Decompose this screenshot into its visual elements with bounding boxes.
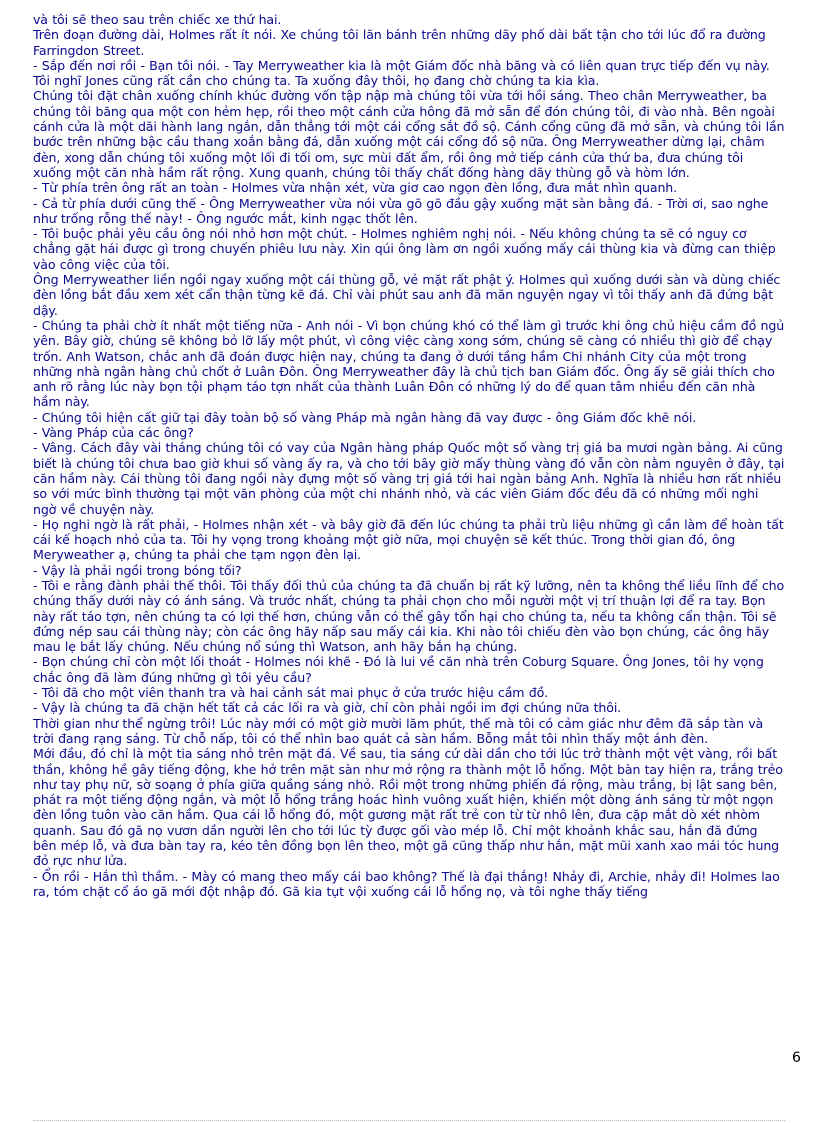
paragraph-17: - Tôi đã cho một viên thanh tra và hai cảnh sát mai phục ở cửa trước hiệu cầm đồ.	[33, 685, 548, 701]
paragraph-1: và tôi sẽ theo sau trên chiếc xe thứ hai.	[33, 12, 282, 27]
paragraph-9: - Chúng ta phải chờ ít nhất một tiếng nữa - Anh nói - Vì bọn chúng khó có thể làm gì trước khi ông chủ hiệu cầm đồ ngủ yên. Bây giờ, chúng sẽ không bỏ lỡ lấy một phút, vì công việc càng xong sớm, chúng sẽ càng có nhiều thì giờ để chạy trốn. Anh Watson, chắc anh đã đoán được hiện nay, chúng ta đang ở dưới tầng hầm Chi nhánh City của một trong những nhà ngân hàng chủ chốt ở Luân Đôn. Ông Merryweather đây là chủ tịch ban Giám đốc. Ông ấy sẽ giải thích cho anh rõ rằng lúc này bọn tội phạm táo tợn nhất của thành Luân Đôn có những lý do để quan tâm nhiều đến căn nhà hầm này.	[33, 317, 785, 410]
paragraph-5: - Từ phía trên ông rất an toàn - Holmes vừa nhận xét, vừa giơ cao ngọn đèn lồng, đưa mắt nhìn quanh.	[33, 180, 677, 196]
paragraph-3: - Sắp đến nơi rồi - Bạn tôi nói. - Tay Merryweather kia là một Giám đốc nhà băng và có liên quan trực tiếp đến vụ này. Tôi nghĩ Jones cũng rất cần cho chúng ta. Ta xuống đây thôi, họ đang chờ chúng ta kia kìa.	[33, 57, 770, 89]
paragraph-11: - Vàng Pháp của các ông?	[33, 425, 194, 441]
body-text	[33, 12, 785, 899]
paragraph-16: - Bọn chúng chỉ còn một lối thoát - Holmes nói khẽ - Đó là lui về căn nhà trên Coburg Square. Ông Jones, tôi hy vọng chắc ông đã làm đúng những gì tôi yêu cầu?	[33, 654, 764, 685]
paragraph-4: Chúng tôi đặt chân xuống chính khúc đường vốn tập nập mà chúng tôi vừa tới hồi sáng. Theo chân Merryweather, ba chúng tôi băng qua một con hẻm hẹp, rồi theo một cánh cửa hông đã mở sẵn để đón chúng tôi, đi vào nhà. Bên ngoài cánh cửa là một dãi hành lang ngắn, dẫn thẳng tới một cái cổng sắt đồ sộ. Cánh cổng cũng đã mở sẵn, và chúng tôi lần bước trên những bậc cầu thang xoắn bằng đá, dẫn xuống một cái cổng đồ sộ nữa. Ông Merryweather dừng lại, châm đèn, xong dẫn chúng tôi xuống một lối đi tối om, sực mùi đất ẩm, rồi ông mở tiếp cánh cửa thứ ba, đưa chúng tôi xuống một căn nhà hầm rất rộng. Xung quanh, chúng tôi thấy chất đống hàng dãy thùng gỗ và hòm lớn.	[33, 88, 785, 180]
paragraph-2: Trên đoạn đường dài, Holmes rất ít nói. Xe chúng tôi lăn bánh trên những dãy phố dài bất tận cho tới lúc đổ ra đường Farringdon Street.	[33, 27, 766, 58]
paragraph-8: Ông Merryweather liền ngồi ngay xuống một cái thùng gỗ, vẻ mặt rất phật ý. Holmes quì xuống dưới sàn và dùng chiếc đèn lồng bắt đầu xem xét cẩn thận từng kẽ đá. Chỉ vài phút sau anh đã mãn nguyện ngay vì tôi thấy anh đã đứng bật dậy.	[33, 272, 781, 318]
paragraph-12: - Vâng. Cách đây vài tháng chúng tôi có vay của Ngân hàng pháp Quốc một số vàng trị giá ba mươi ngàn bảng. Ai cũng biết là chúng tôi chưa bao giờ khui số vàng ấy ra, và cho tới bây giờ mấy thùng vàng đó vẫn còn nằm nguyên ở đây, tại căn hầm này. Cái thùng tôi đang ngồi này đựng một số vàng trị giá tới hai ngàn bảng Anh. Nghĩa là nhiều hơn rất nhiều so với mức bình thường tại một văn phòng của một chi nhánh nhỏ, và các viên Giám đốc đều đã có những mối nghi ngờ về chuyện này.	[33, 440, 785, 517]
footer-divider	[33, 1120, 785, 1121]
paragraph-7: - Tôi buộc phải yêu cầu ông nói nhỏ hơn một chút. - Holmes nghiêm nghị nói. - Nếu không chúng ta sẽ có nguy cơ chẳng gặt hái được gì trong chuyến phiêu lưu này. Xin qúi ông làm ơn ngồi xuống mấy cái thùng kia và đừng can thiệp vào công việc của tôi.	[33, 226, 776, 272]
paragraph-14: - Vậy là phải ngồi trong bóng tối?	[33, 562, 242, 578]
paragraph-20: Mới đầu, đó chỉ là một tia sáng nhỏ trên mặt đá. Về sau, tia sáng cứ dài dần cho tới lúc trở thành một vệt vàng, rồi bất thần, không hề gây tiếng động, khe hở trên mặt sàn như mở rộng ra thành một lỗ hổng. Một bàn tay hiện ra, trắng trẻo như tay phụ nữ, sờ soạng ở phía giữa quầng sáng nhỏ. Rồi một trong những phiến đá rộng, màu trắng, bị lật sang bên, phát ra một tiếng động ngắn, và một lỗ hổng trắng hoác hình vuông xuất hiện, khiến một dòng ánh sáng từ một ngọn đèn lồng tuôn vào căn hầm. Qua cái lỗ hổng đó, một gương mặt rất trẻ con từ từ nhô lên, đưa cặp mắt dò xét nhòm quanh. Sau đó gã nọ vươn dần người lên cho tới lúc tỳ được gối vào mép lỗ. Chỉ một khoảnh khắc sau, hắn đã đứng bên mép lỗ, và đưa bàn tay ra, kéo tên đồng bọn lên theo, một gã cũng thấp như hắn, mặt mũi xanh xao mái tóc hung đỏ rực như lửa.	[33, 746, 783, 869]
paragraph-19: Thời gian như thể ngừng trôi! Lúc này mới có một giờ mười lăm phút, thế mà tôi có cảm giác như đêm đã sắp tàn và trời đang rạng sáng. Từ chỗ nấp, tôi có thể nhìn bao quát cả sàn hầm. Bỗng mắt tôi nhìn thấy một ánh đèn.	[33, 715, 764, 746]
paragraph-10: - Chúng tôi hiện cất giữ tại đây toàn bộ số vàng Pháp mà ngân hàng đã vay được - ông Giám đốc khẽ nói.	[33, 409, 697, 425]
paragraph-15: - Tôi e rằng đành phải thế thôi. Tôi thấy đối thủ của chúng ta đã chuẩn bị rất kỹ lưỡng, nên ta không thể liều lĩnh để cho chúng thấy dưới này có ánh sáng. Và trước nhất, chúng ta phải chọn cho mỗi người một vị trí thuận lợi để ra tay. Bọn này rất táo tợn, nên chúng ta có lợi thế hơn, chúng vẫn có thể gây tổn hại cho chúng ta, nếu ta không cẩn thận. Tôi sẽ đứng nép sau cái thùng này; còn các ông hãy nấp sau mấy cái kia. Khi nào tôi chiếu đèn vào bọn chúng, các ông hãy mau lẹ bắt lấy chúng. Nếu chúng nổ súng thì Watson, anh hãy bắn hạ chúng.	[33, 577, 785, 655]
paragraph-21: - Ổn rồi - Hắn thì thầm. - Mày có mang theo mấy cái bao không? Thế là đại thắng! Nhảy đi, Archie, nhảy đi! Holmes lao ra, tóm chặt cổ áo gã mới đột nhập đó. Gã kia tụt vội xuống cái lỗ hổng nọ, và tôi nghe thấy tiếng	[33, 868, 780, 899]
paragraph-6: - Cả từ phía dưới cũng thế - Ông Merryweather vừa nói vừa gõ gõ đầu gậy xuống mặt sàn bằng đá. - Trời ơi, sao nghe như trống rỗng thế này! - Ông ngước mắt, kinh ngạc thốt lên.	[33, 195, 769, 226]
paragraph-13: - Họ nghi ngờ là rất phải, - Holmes nhận xét - và bây giờ đã đến lúc chúng ta phải trù liệu những gì cần làm để hoàn tất cái kế hoạch nhỏ của ta. Tôi hy vọng trong khoảng một giờ nữa, mọi chuyện sẽ kết thúc. Trong thời gian đó, ông Meryweather ạ, chúng ta phải che tạm ngọn đèn lại.	[33, 516, 784, 563]
paragraph-18: - Vậy là chúng ta đã chặn hết tất cả các lối ra và giờ, chỉ còn phải ngồi im đợi chúng nữa thôi.	[33, 700, 622, 716]
page-number: 6	[792, 1050, 801, 1066]
